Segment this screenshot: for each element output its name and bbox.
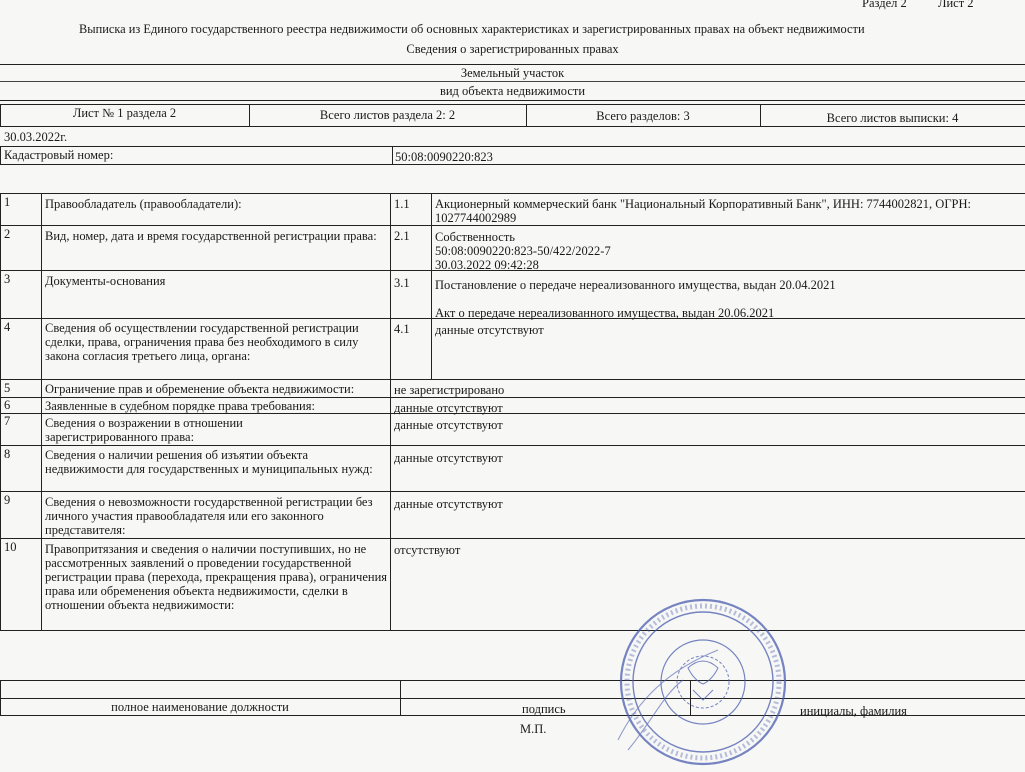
sheet-of-section: Лист № 1 раздела 2 — [72, 106, 177, 120]
row-label: Вид, номер, дата и время государственной регистрации права: — [45, 229, 377, 243]
row-sub-number: 3.1 — [394, 276, 410, 290]
row-value: данные отсутствуют — [394, 451, 503, 465]
object-type-value: Земельный участок — [460, 66, 565, 80]
cadastral-label: Кадастровый номер: — [4, 148, 114, 162]
signature-label: подпись — [522, 702, 566, 716]
position-label: полное наименование должности — [111, 700, 289, 714]
row-label: Документы-основания — [45, 274, 166, 288]
row-value: Акционерный коммерческий банк "Национальный Корпоративный Банк", ИНН: 7744002821, ОГРН: 1027744002989 — [435, 197, 971, 225]
row-sub-number: 1.1 — [394, 197, 410, 211]
row-value: отсутствуют — [394, 543, 461, 557]
total-sheets-section: Всего листов раздела 2: 2 — [319, 108, 456, 122]
document-title: Выписка из Единого государственного реестра недвижимости об основных характеристиках и зарегистрированных правах на объект недвижимости — [79, 22, 865, 36]
row-value: не зарегистрировано — [394, 383, 505, 397]
row-number: 8 — [4, 447, 11, 461]
row-label: Сведения о невозможности государственной регистрации без личного участия правообладателя или его законного представителя: — [45, 495, 373, 537]
row-label: Сведения об осуществлении государственной регистрации сделки, права, ограничения права без необходимого в силу закона согласия третьего лица, органа: — [45, 321, 359, 363]
row-label: Сведения о возражении в отношении зарегистрированного права: — [45, 416, 243, 444]
row-label: Правообладатель (правообладатели): — [45, 197, 242, 211]
row-number: 2 — [4, 227, 11, 241]
row-value-line: Постановление о передаче нереализованного имущества, выдан 20.04.2021 — [435, 278, 836, 292]
row-value-line: 30.03.2022 09:42:28 — [435, 258, 539, 272]
row-number: 9 — [4, 493, 11, 507]
row-label: Сведения о наличии решения об изъятии объекта недвижимости для государственных и муниципальных нужд: — [45, 448, 373, 476]
document-subtitle: Сведения о зарегистрированных правах — [406, 42, 619, 56]
row-value-line: Собственность — [435, 230, 515, 244]
row-value: данные отсутствуют — [394, 401, 503, 415]
row-number: 5 — [4, 381, 11, 395]
row-number: 7 — [4, 414, 11, 428]
extract-date: 30.03.2022г. — [4, 130, 68, 144]
row-value-line: Акт о передаче нереализованного имущества, выдан 20.06.2021 — [435, 306, 775, 320]
official-stamp-icon — [598, 590, 798, 772]
cadastral-number: 50:08:0090220:823 — [395, 150, 493, 164]
row-sub-number: 2.1 — [394, 229, 410, 243]
row-number: 6 — [4, 398, 11, 412]
row-value-line: 50:08:0090220:823-50/422/2022-7 — [435, 244, 611, 258]
object-type-label: вид объекта недвижимости — [439, 84, 586, 98]
row-number: 1 — [4, 195, 11, 209]
total-sheets-extract: Всего листов выписки: 4 — [826, 111, 959, 125]
row-label: Ограничение прав и обременение объекта недвижимости: — [45, 382, 355, 396]
row-value: данные отсутствуют — [394, 418, 503, 432]
total-sections: Всего разделов: 3 — [596, 109, 690, 123]
corner-sheet: Лист 2 — [938, 0, 974, 10]
row-number: 10 — [4, 540, 17, 554]
seal-place-label: М.П. — [520, 722, 547, 736]
row-value: данные отсутствуют — [435, 323, 544, 337]
corner-section: Раздел 2 — [862, 0, 907, 10]
row-label: Правопритязания и сведения о наличии поступивших, но не рассмотренных заявлений о проведении государственной регистрации права (перехода, прекращения права), ограничения права или обременения объекта недвижимости, сделки в отношении объекта недвижимости: — [45, 542, 388, 612]
row-number: 4 — [4, 320, 11, 334]
row-number: 3 — [4, 272, 11, 286]
row-label: Заявленные в судебном порядке права требования: — [45, 399, 315, 413]
row-sub-number: 4.1 — [394, 322, 410, 336]
initials-label: инициалы, фамилия — [800, 704, 907, 718]
row-value: данные отсутствуют — [394, 497, 503, 511]
